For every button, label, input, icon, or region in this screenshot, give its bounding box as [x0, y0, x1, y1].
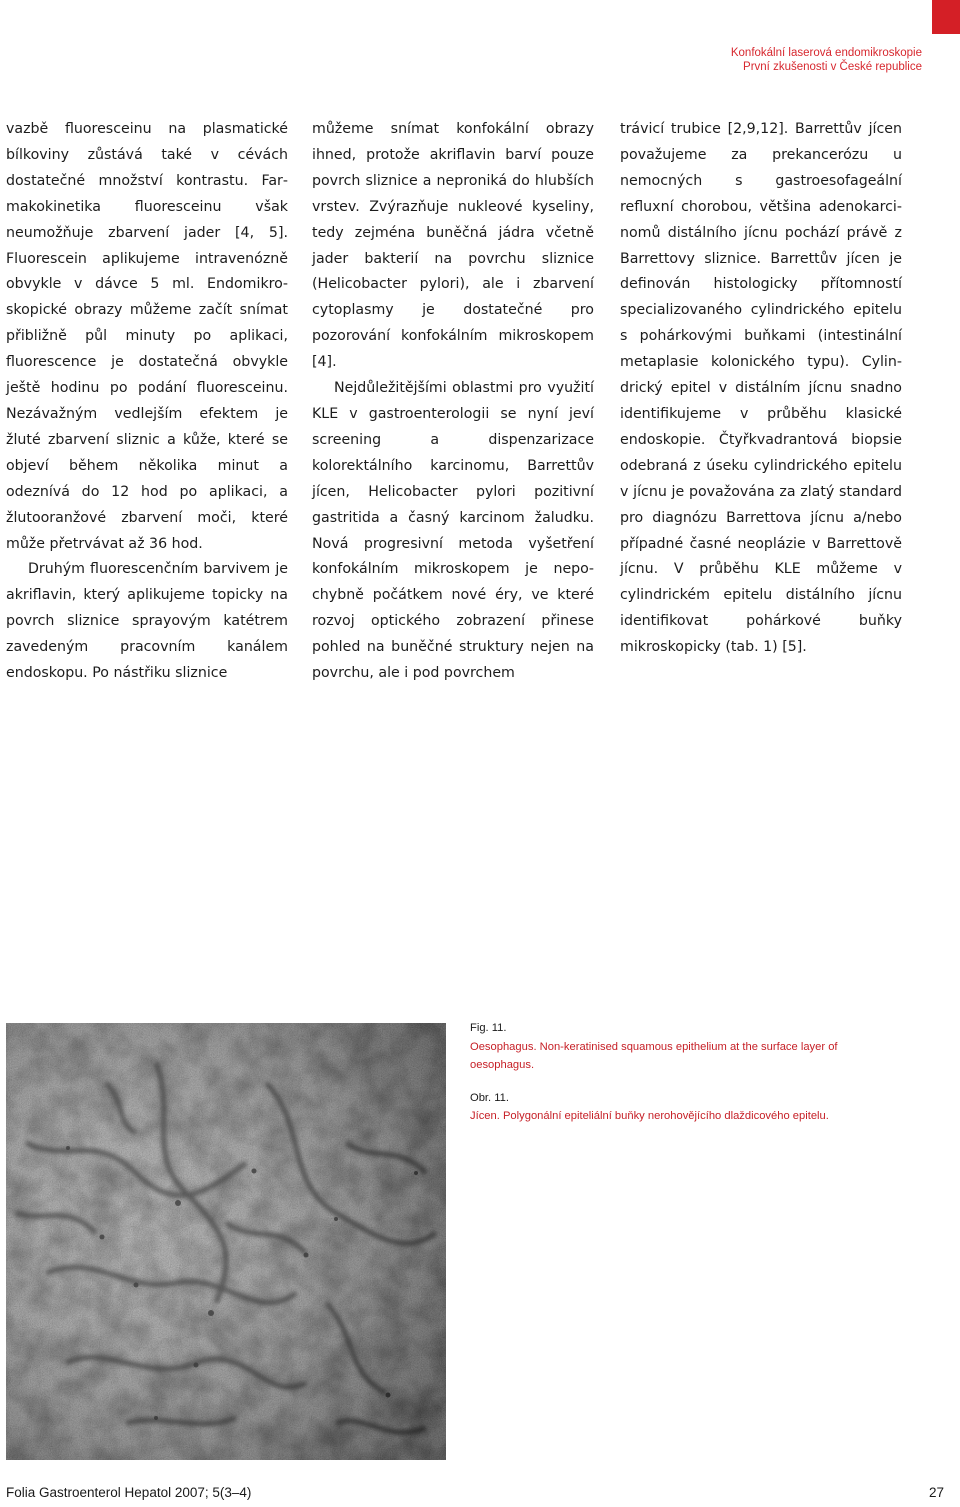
confocal-micrograph — [6, 1023, 446, 1460]
figure-caption-en: Oesophagus. Non-keratinised squamous epithelium at the surface layer of oesophagus. — [470, 1040, 838, 1071]
red-corner-tab — [932, 0, 960, 34]
page-number: 27 — [928, 1485, 944, 1500]
header-line-2: První zkušenosti v České republice — [743, 61, 922, 73]
paragraph: trávicí trubice [2,9,12]. Barrettův jícen považujeme za prekancerózu u nemocných s gastroesofageální refluxní chorobou, většina adenokarcinomů distálního jícnu pochází právě z Barrettovy sliznice. Barrettův jícen je definován histologicky přítomností specializovaného cylindrického epitelu s pohárkovými buňkami (intestinální metaplasie kolonického typu). Cylindrický epitel v distálním jícnu snadno identifikujeme v průběhu klasické endoskopie. Čtyřkvadrantová biopsie odebraná z úseku cylindrického epitelu v jícnu je považována za zlatý standard pro diagnózu Barrettova jícnu a/nebo případné časné neoplázie v Barrettově jícnu. V průběhu KLE můžeme v cylindrickém epitelu distálního jícnu identifikovat pohárkové buňky mikroskopicky (tab. 1) [5]. — [620, 121, 902, 656]
paragraph: Nejdůležitějšími oblastmi pro využití KLE v gastroenterologii se nyní jeví screening a dispenzarizace kolorektálního karcinomu, Barrettův jícen, Helicobacter pylori pozitivní gastritida a časný karcinom žaludku. Nová progresivní metoda vyšetření konfokálním mikroskopem je nepochybně počátkem nové éry, ve které rozvoj optického zobrazení přinese pohled na buněčné struktury nejen na povrchu, ale i pod povrchem — [312, 380, 594, 682]
journal-citation: Folia Gastroenterol Hepatol 2007; 5(3–4) — [6, 1485, 252, 1500]
figure-label-cz: Obr. 11. — [470, 1091, 509, 1104]
paragraph: můžeme snímat konfokální obrazy ihned, protože akriflavin barví pouze povrch sliznice a neproniká do hlubších vrstev. Zvýrazňuje nukleové kyseliny, tedy zejména buněčná jádra včetně jader bakterií na povrchu sliznice (Helicobacter pylori), ale i zbarvení cytoplasmy je dostatečné pro pozorování konfokálním mikroskopem [4]. — [312, 121, 594, 371]
paragraph: vazbě fluoresceinu na plasmatické bílkoviny zůstává také v cévách dostatečné množství kontrastu. Farmakokinetika fluoresceinu však neumožňuje zbarvení jader [4, 5]. Fluorescein aplikujeme intravenózně obvykle v dávce 5 ml. Endomikroskopické obrazy můžeme začít snímat přibližně půl minuty po aplikaci, fluorescence je dostatečná obvykle ještě hodinu po podání fluoresceinu. Nezávažným vedlejším efektem je žluté zbarvení sliznic a kůže, které se objeví během několika minut a odeznívá do 12 hod po aplikaci, a žlutooranžové zbarvení moči, které může přetrvávat až 36 hod. — [6, 121, 288, 552]
text-column-2 — [312, 117, 594, 687]
figure-label-en: Fig. 11. — [470, 1022, 507, 1034]
figure-caption-cz: Jícen. Polygonální epiteliální buňky nerohovějícího dlaždicového epitelu. — [470, 1110, 829, 1122]
figure-caption — [470, 1019, 890, 1126]
text-column-3 — [620, 117, 902, 661]
paragraph: Druhým fluorescenčním barvivem je akriflavin, který aplikujeme topicky na povrch sliznice sprayovým katétrem zavedeným pracovním kanálem endoskopu. Po nástřiku sliznice — [6, 561, 288, 682]
text-column-1 — [6, 117, 288, 687]
header-line-1: Konfokální laserová endomikroskopie — [730, 47, 922, 59]
running-header — [731, 46, 922, 74]
